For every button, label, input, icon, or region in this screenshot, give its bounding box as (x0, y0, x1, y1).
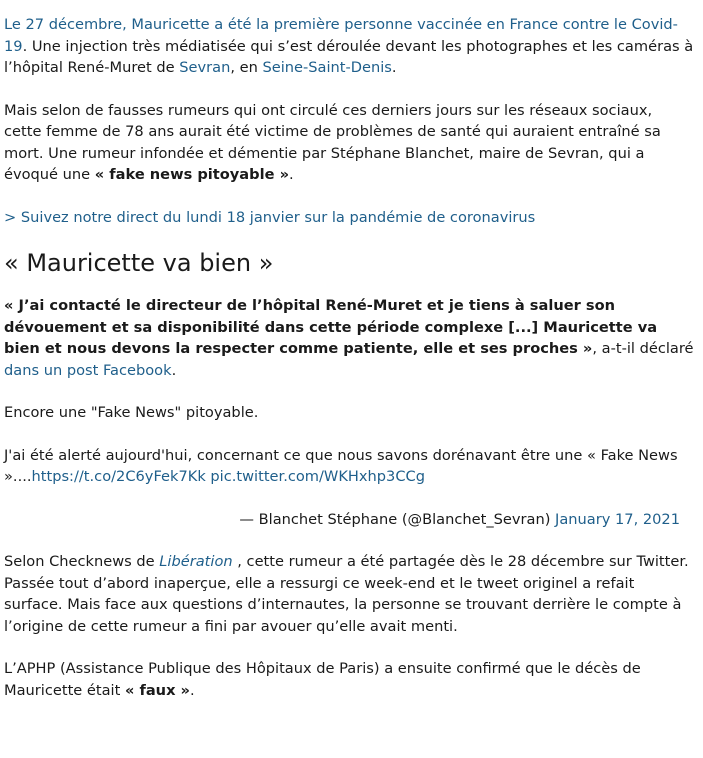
mayor-quote: « J’ai contacté le directeur de l’hôpital René-Muret et je tiens à saluer son dévouement et sa disponibilité dans cette période complexe [...] Mauricette va bien et nous devons la respecter comme patiente, elle et ses proches » (4, 297, 658, 357)
tweet-line-2 (4, 445, 694, 488)
seine-saint-denis-link[interactable]: Seine-Saint-Denis (262, 59, 392, 76)
tweet-text: J'ai été alerté aujourd'hui, concernant ce que nous savons dorénavant être une « Fake News ».... (4, 446, 678, 485)
mayor-quote-text: , a-t-il déclaré (592, 340, 694, 357)
tweet-attribution (4, 509, 694, 531)
mayor-quote-end: . (171, 361, 177, 379)
tweet-date-link[interactable]: January 17, 2021 (555, 510, 680, 528)
checknews-text: Selon Checknews de (4, 553, 160, 570)
checknews-text-2: , cette rumeur a été partagée dès le 28 décembre sur Twitter. Passée tout d’abord inaperçue, elle a ressurgi ce week-end et le tweet originel a refait surface. Mais face aux questions d’internautes, la personne se trouvant derrière le compte à l’origine de cette rumeur a fini par avouer qu’elle avait menti. (4, 553, 689, 635)
rumour-text: Mais selon de fausses rumeurs qui ont circulé ces derniers jours sur les réseaux sociaux, cette femme de 78 ans aurait été victime de problèmes de santé qui auraient entraîné sa mort. Une rumeur infondée et démentie par Stéphane Blanchet, maire de Sevran, qui a évoqué une (4, 101, 661, 183)
tweet-short-link[interactable]: https://t.co/2C6yFek7Kk (31, 468, 206, 485)
aphp-text: L’APHP (Assistance Publique des Hôpitaux de Paris) a ensuite confirmé que le décès de Mauricette était (4, 660, 641, 699)
tweet-author: — Blanchet Stéphane (@Blanchet_Sevran) (239, 510, 556, 528)
vaccination-link[interactable]: Le 27 décembre, Mauricette a été la première personne vaccinée en France contre le Covid-19 (4, 16, 678, 55)
faux-quote: « faux » (124, 681, 190, 699)
checknews-paragraph (4, 551, 694, 637)
chevron-prefix: > (4, 208, 21, 226)
intro-text-2: , en (230, 59, 263, 76)
live-direct-paragraph (4, 207, 694, 229)
sevran-link[interactable]: Sevran (179, 59, 231, 76)
live-direct-link[interactable] (4, 209, 535, 226)
intro-text: . Une injection très médiatisée qui s’est déroulée devant les photographes et les caméras à l’hôpital René-Muret de (4, 37, 694, 76)
liberation-link[interactable] (159, 553, 232, 570)
section-heading: « Mauricette va bien » (4, 249, 274, 277)
intro-text-3: . (391, 59, 397, 76)
tweet-pic-link[interactable]: pic.twitter.com/WKHxhp3CCg (210, 468, 425, 485)
facebook-post-link[interactable]: dans un post Facebook (4, 361, 172, 379)
rumour-paragraph (4, 100, 694, 186)
fake-news-quote: « fake news pitoyable » (94, 166, 289, 183)
mayor-quote-paragraph (4, 295, 694, 381)
liberation-link-text: Libération (159, 553, 233, 570)
intro-paragraph (4, 14, 694, 79)
live-direct-link-text: Suivez notre direct du lundi 18 janvier sur la pandémie de coronavirus (20, 208, 536, 226)
aphp-paragraph (4, 658, 694, 701)
tweet-line-1: Encore une "Fake News" pitoyable. (4, 404, 259, 421)
rumour-text-end: . (289, 166, 294, 183)
embedded-tweet (4, 402, 694, 530)
aphp-text-end: . (190, 681, 195, 699)
